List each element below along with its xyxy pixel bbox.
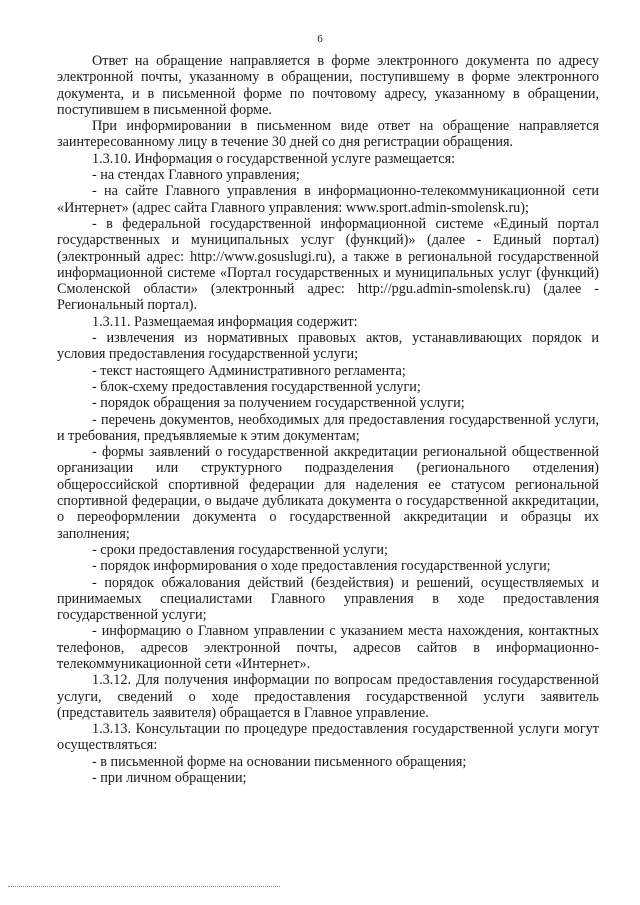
paragraph-response-form: Ответ на обращение направляется в форме электронного документа по адресу электронной почты, указанному в обращении, поступившему в форме электронного документа, и в письменной форме по почтовому адресу, указанному в обращении, поступившем в письменной форме. — [57, 53, 599, 118]
list-item-written-consultation: - в письменной форме на основании письменного обращения; — [92, 753, 467, 770]
list-item-informing-procedure: - порядок информирования о ходе предоставления государственной услуги; — [92, 558, 551, 575]
list-item-contacts: - информацию о Главном управлении с указанием места нахождения, контактных телефонов, адресов электронной почты, адресов сайтов в информационно-телекоммуникационной сети «Интернет». — [57, 623, 599, 672]
list-item-flowchart: - блок-схему предоставления государственной услуги; — [92, 378, 421, 395]
list-item-documents: - перечень документов, необходимых для предоставления государственной услуги, и требования, предъявляемые к этим документам; — [57, 411, 599, 444]
paragraph-1-3-12: 1.3.12. Для получения информации по вопросам предоставления государственной услуги, сведений о ходе предоставления государственной услуги заявитель (представитель заявителя) обращается в Главное управление. — [57, 672, 599, 721]
page-number: 6 — [317, 33, 323, 45]
list-item-appeal-procedure: - порядок обжалования действий (бездействия) и решений, осуществляемых и принимаемых специалистами Главного управления в ходе предоставления государственной услуги; — [57, 574, 599, 624]
list-item-personal-consultation: - при личном обращении; — [92, 770, 247, 787]
paragraph-1-3-11: 1.3.11. Размещаемая информация содержит: — [92, 313, 358, 330]
list-item-website: - на сайте Главного управления в информационно-телекоммуникационной сети «Интернет» (адрес сайта Главного управления: www.sport.admin-smolensk.ru); — [57, 183, 599, 216]
list-item-portals: - в федеральной государственной информационной системе «Единый портал государственных и муниципальных услуг (функций)» (далее - Единый портал) (электронный адрес: http://www.gosuslugi.ru), а также в региональной государственной информационной системе «Портал государственных и муниципальных услуг (функций) Смоленской области» (электронный адрес: http://pgu.admin-smolensk.ru) (далее - Региональный портал). — [57, 215, 599, 314]
paragraph-1-3-10: 1.3.10. Информация о государственной услуге размещается: — [92, 150, 456, 167]
paragraph-1-3-13: 1.3.13. Консультации по процедуре предоставления государственной услуги могут осуществляться: — [57, 721, 599, 754]
list-item-stands: - на стендах Главного управления; — [92, 167, 300, 184]
list-item-terms: - сроки предоставления государственной услуги; — [92, 541, 388, 558]
list-item-extracts: - извлечения из нормативных правовых актов, устанавливающих порядок и условия предоставления государственной услуги; — [57, 330, 599, 363]
list-item-forms: - формы заявлений о государственной аккредитации региональной общественной организации или структурного подразделения (регионального отделения) общероссийской спортивной федерации для наделения ее статусом региональной спортивной федерации, о выдаче дубликата документа о государственной аккредитации, о переоформлении документа о государственной аккредитации и образцы их заполнения; — [57, 444, 599, 542]
list-item-application-procedure: - порядок обращения за получением государственной услуги; — [92, 395, 465, 412]
footer-rule — [8, 886, 280, 887]
list-item-regulation-text: - текст настоящего Административного регламента; — [92, 362, 406, 379]
document-body — [57, 53, 599, 786]
paragraph-written-response: При информировании в письменном виде ответ на обращение направляется заинтересованному лицу в течение 30 дней со дня регистрации обращения. — [57, 118, 599, 151]
